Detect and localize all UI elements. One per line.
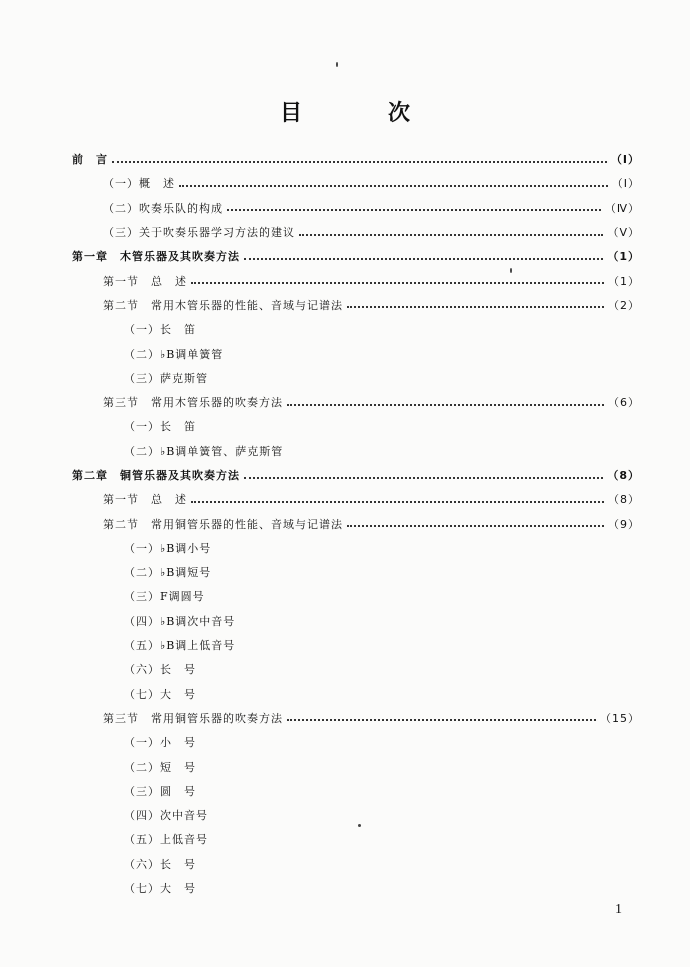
title-char-1: 目: [279, 101, 302, 126]
toc-entry-page: （15）: [600, 711, 640, 725]
toc-entry[interactable]: [72, 754, 640, 778]
toc-entry-label: 第一节 总 述: [103, 274, 187, 288]
toc-entry[interactable]: [72, 244, 640, 268]
toc-entry-label: （二）短 号: [124, 760, 196, 774]
toc-entry[interactable]: [72, 803, 640, 827]
toc-entry[interactable]: [72, 609, 640, 633]
toc-entry[interactable]: [72, 171, 640, 195]
toc-entry-label: （一）概 述: [103, 177, 175, 191]
toc-entry[interactable]: [72, 341, 640, 365]
toc-entry[interactable]: [72, 293, 640, 317]
toc-entry-label: （一）小 号: [124, 736, 196, 750]
dot-leader: [287, 403, 604, 406]
dot-leader: [244, 476, 603, 479]
toc-entry[interactable]: [72, 439, 640, 463]
dot-leader: [227, 208, 601, 211]
toc-entry-label: （五）上低音号: [124, 833, 208, 847]
toc-entry-page: （Ⅰ）: [610, 153, 640, 167]
toc-entry[interactable]: [72, 779, 640, 803]
dot-leader: [179, 184, 608, 187]
toc-entry-page: （8）: [608, 493, 640, 507]
toc-entry[interactable]: [72, 220, 640, 244]
dot-leader: [347, 305, 604, 308]
page-title: [0, 96, 690, 127]
toc-entry-page: （Ⅰ）: [611, 177, 640, 191]
dot-leader: [299, 233, 603, 236]
toc-entry[interactable]: [72, 317, 640, 341]
dot-leader: [287, 718, 596, 721]
toc-entry-label: （一）长 笛: [124, 420, 196, 434]
toc-entry[interactable]: [72, 366, 640, 390]
toc-entry-label: 第三节 常用铜管乐器的吹奏方法: [103, 711, 283, 725]
toc-entry-page: （1）: [607, 250, 640, 264]
table-of-contents: [72, 147, 640, 900]
toc-entry-page: （2）: [608, 298, 640, 312]
toc-entry[interactable]: [72, 196, 640, 220]
toc-entry-page: （8）: [607, 469, 640, 482]
toc-entry-label: （一）♭B调小号: [124, 541, 212, 555]
toc-entry[interactable]: [72, 633, 640, 657]
toc-entry-label: 第二节 常用铜管乐器的性能、音域与记谱法: [103, 517, 343, 531]
page-number: 1: [615, 902, 622, 917]
toc-entry[interactable]: [72, 487, 640, 511]
toc-entry[interactable]: [72, 730, 640, 754]
toc-entry[interactable]: [72, 414, 640, 438]
toc-entry[interactable]: [72, 560, 640, 584]
toc-entry[interactable]: [72, 390, 640, 414]
toc-entry[interactable]: [72, 147, 640, 171]
toc-entry-label: （三）关于吹奏乐器学习方法的建议: [103, 226, 295, 240]
dot-leader: [112, 160, 607, 163]
toc-entry[interactable]: [72, 682, 640, 706]
toc-entry-label: 第一章 木管乐器及其吹奏方法: [72, 250, 240, 264]
toc-entry[interactable]: [72, 876, 640, 900]
toc-entry-label: （六）长 号: [124, 663, 196, 677]
toc-entry-label: （一）长 笛: [124, 323, 196, 337]
dot-leader: [244, 257, 603, 260]
dot-leader: [347, 524, 604, 527]
toc-entry-page: （1）: [608, 274, 640, 288]
toc-entry-label: （六）长 号: [124, 857, 196, 871]
toc-entry[interactable]: [72, 584, 640, 608]
toc-entry-label: （七）大 号: [124, 882, 196, 896]
toc-entry[interactable]: [72, 463, 640, 487]
toc-entry-label: 第二节 常用木管乐器的性能、音域与记谱法: [103, 298, 343, 312]
toc-entry-page: （9）: [608, 517, 640, 531]
toc-entry[interactable]: [72, 827, 640, 851]
toc-entry-label: （二）吹奏乐队的构成: [103, 201, 223, 215]
toc-entry-label: （四）♭B调次中音号: [124, 614, 236, 628]
toc-entry[interactable]: [72, 706, 640, 730]
toc-entry-label: （三）F调圆号: [124, 590, 205, 604]
toc-entry-label: 第二章 铜管乐器及其吹奏方法: [72, 469, 240, 482]
toc-entry-label: （七）大 号: [124, 687, 196, 701]
toc-entry-label: （二）♭B调短号: [124, 566, 212, 580]
toc-entry-label: （三）萨克斯管: [124, 371, 208, 385]
toc-entry[interactable]: [72, 511, 640, 535]
toc-entry-page: （Ⅴ）: [607, 226, 640, 240]
toc-entry[interactable]: [72, 536, 640, 560]
toc-entry-page: （6）: [608, 396, 640, 410]
toc-entry-label: 前 言: [72, 153, 108, 167]
toc-entry-label: （二）♭B调单簧管: [124, 347, 224, 361]
toc-entry-label: （二）♭B调单簧管、萨克斯管: [124, 444, 284, 458]
toc-entry-label: （四）次中音号: [124, 809, 208, 823]
toc-entry-label: 第一节 总 述: [103, 493, 187, 507]
toc-entry-label: （五）♭B调上低音号: [124, 639, 236, 653]
dot-leader: [191, 500, 604, 503]
toc-entry-page: （Ⅳ）: [604, 201, 640, 215]
toc-entry[interactable]: [72, 268, 640, 292]
toc-entry[interactable]: [72, 852, 640, 876]
toc-entry-label: 第三节 常用木管乐器的吹奏方法: [103, 396, 283, 410]
dot-leader: [191, 281, 604, 284]
title-char-2: 次: [388, 101, 411, 126]
scan-speck: [336, 62, 338, 67]
toc-entry[interactable]: [72, 657, 640, 681]
toc-entry-label: （三）圆 号: [124, 784, 196, 798]
